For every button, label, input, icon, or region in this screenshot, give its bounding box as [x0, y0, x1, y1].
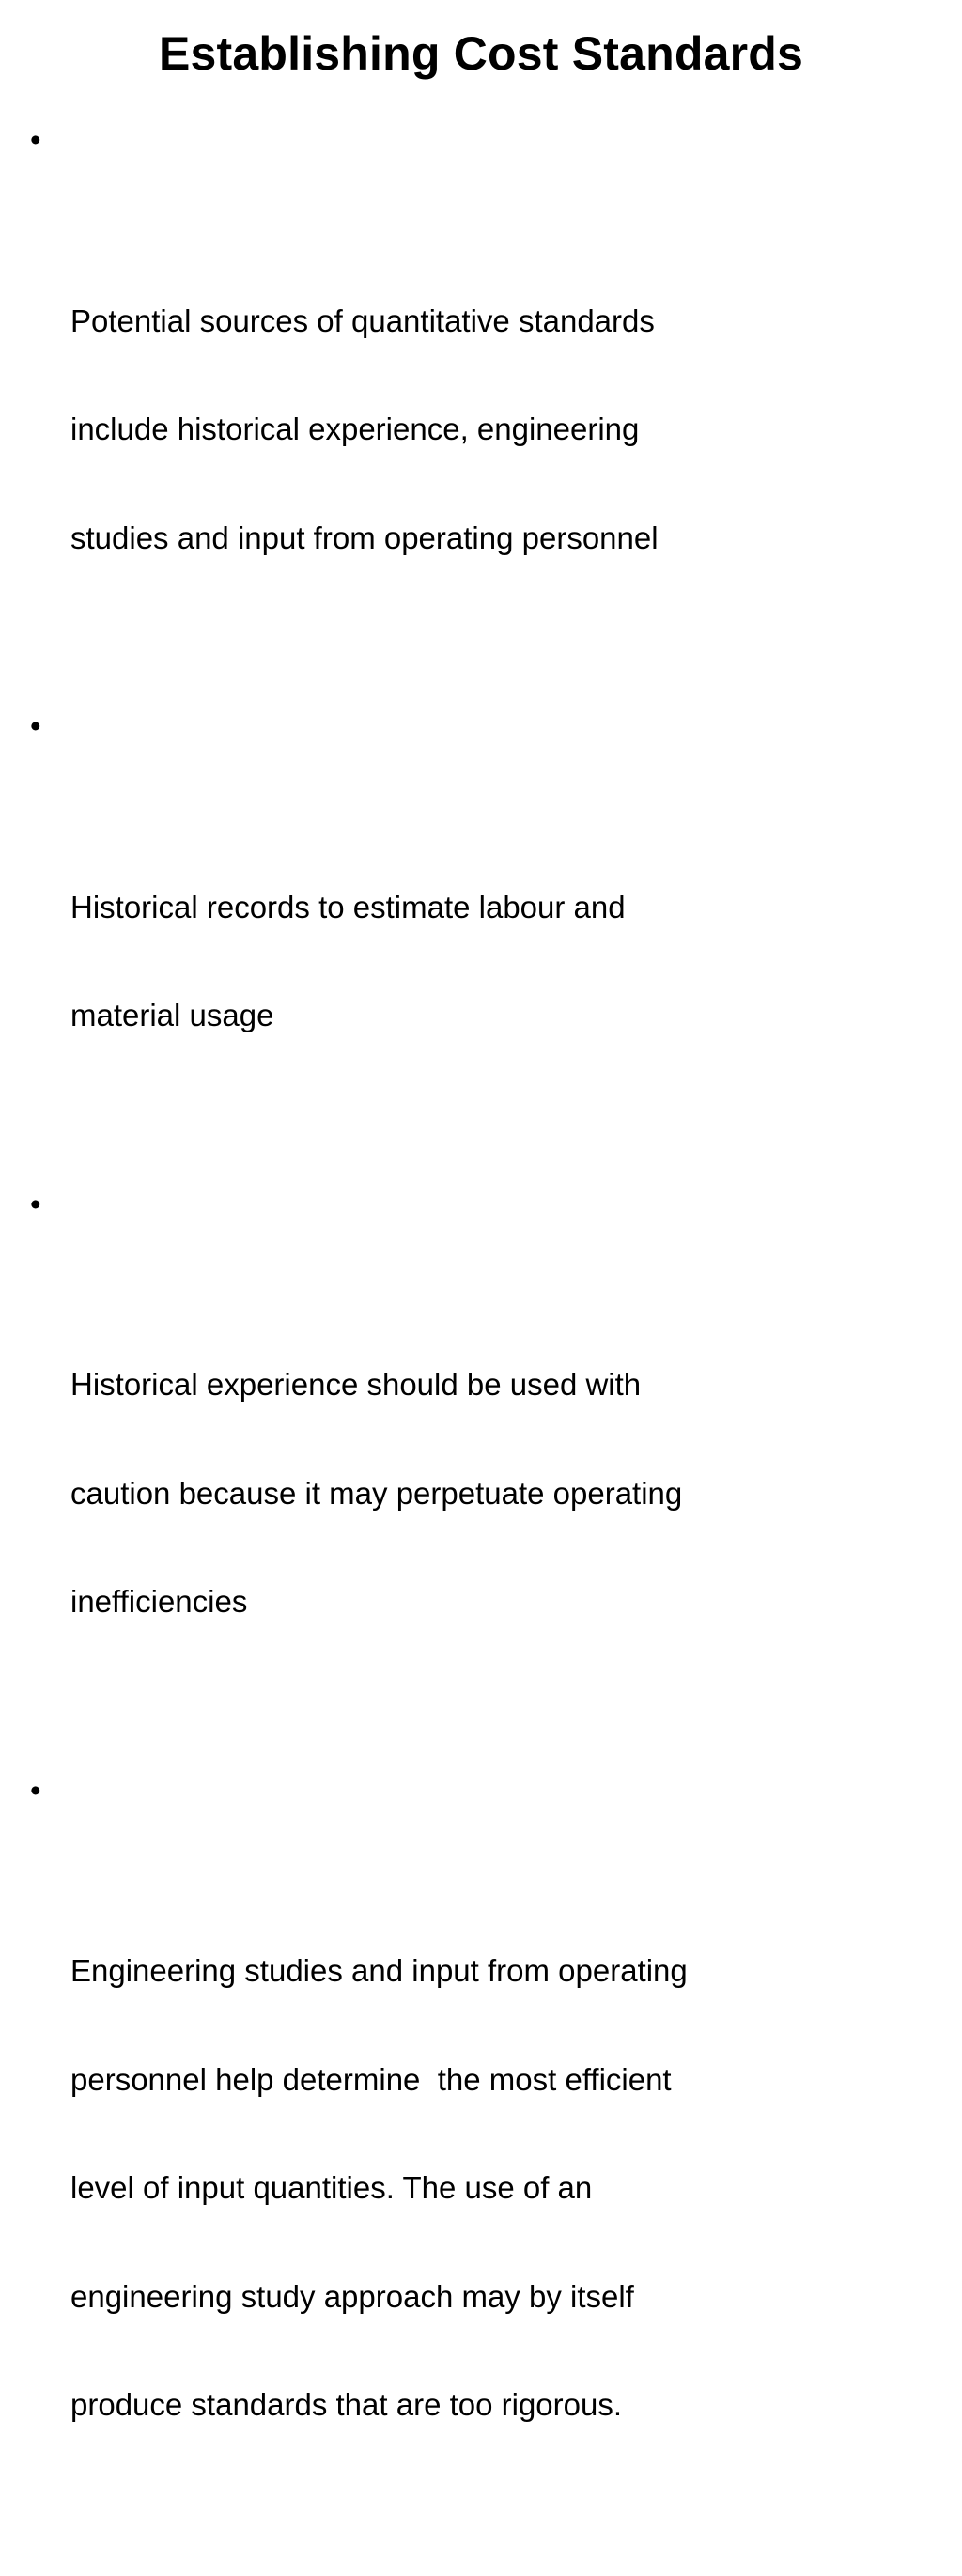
bullet-text [70, 1881, 838, 2496]
bullet-icon: • [30, 1186, 41, 1221]
bullet-line: Engineering studies and input from operating [70, 1953, 688, 1988]
bullet-item-historical-records [30, 708, 838, 1179]
bullet-line: Historical experience should be used with [70, 1367, 642, 1402]
slide-title: Establishing Cost Standards [158, 27, 804, 80]
bullet-line: studies and input from operating personnel [70, 520, 659, 555]
bullet-line: produce standards that are too rigorous. [70, 2387, 623, 2422]
bullet-line: Potential sources of quantitative standards [70, 303, 655, 338]
bullet-icon: • [30, 1772, 41, 1808]
bullet-line: caution because it may perpetuate operating [70, 1475, 683, 1511]
bullet-item-engineering-studies [30, 1773, 838, 2568]
bullet-line: engineering study approach may by itself [70, 2278, 634, 2314]
bullet-list [30, 122, 838, 2576]
bullet-text [70, 1295, 838, 1693]
bullet-icon: • [30, 708, 41, 743]
bullet-line: inefficiencies [70, 1584, 248, 1619]
bullet-line: include historical experience, engineering [70, 411, 640, 446]
bullet-line: level of input quantities. The use of an [70, 2170, 593, 2205]
bullet-line: Historical records to estimate labour and [70, 889, 626, 924]
bullet-item-sources [30, 122, 838, 701]
bullet-line: personnel help determine the most efficient [70, 2061, 672, 2097]
bullet-icon: • [30, 122, 41, 157]
bullet-item-historical-caution [30, 1187, 838, 1765]
bullet-line: material usage [70, 998, 274, 1032]
bullet-text [70, 231, 838, 629]
bullet-text [70, 817, 838, 1107]
